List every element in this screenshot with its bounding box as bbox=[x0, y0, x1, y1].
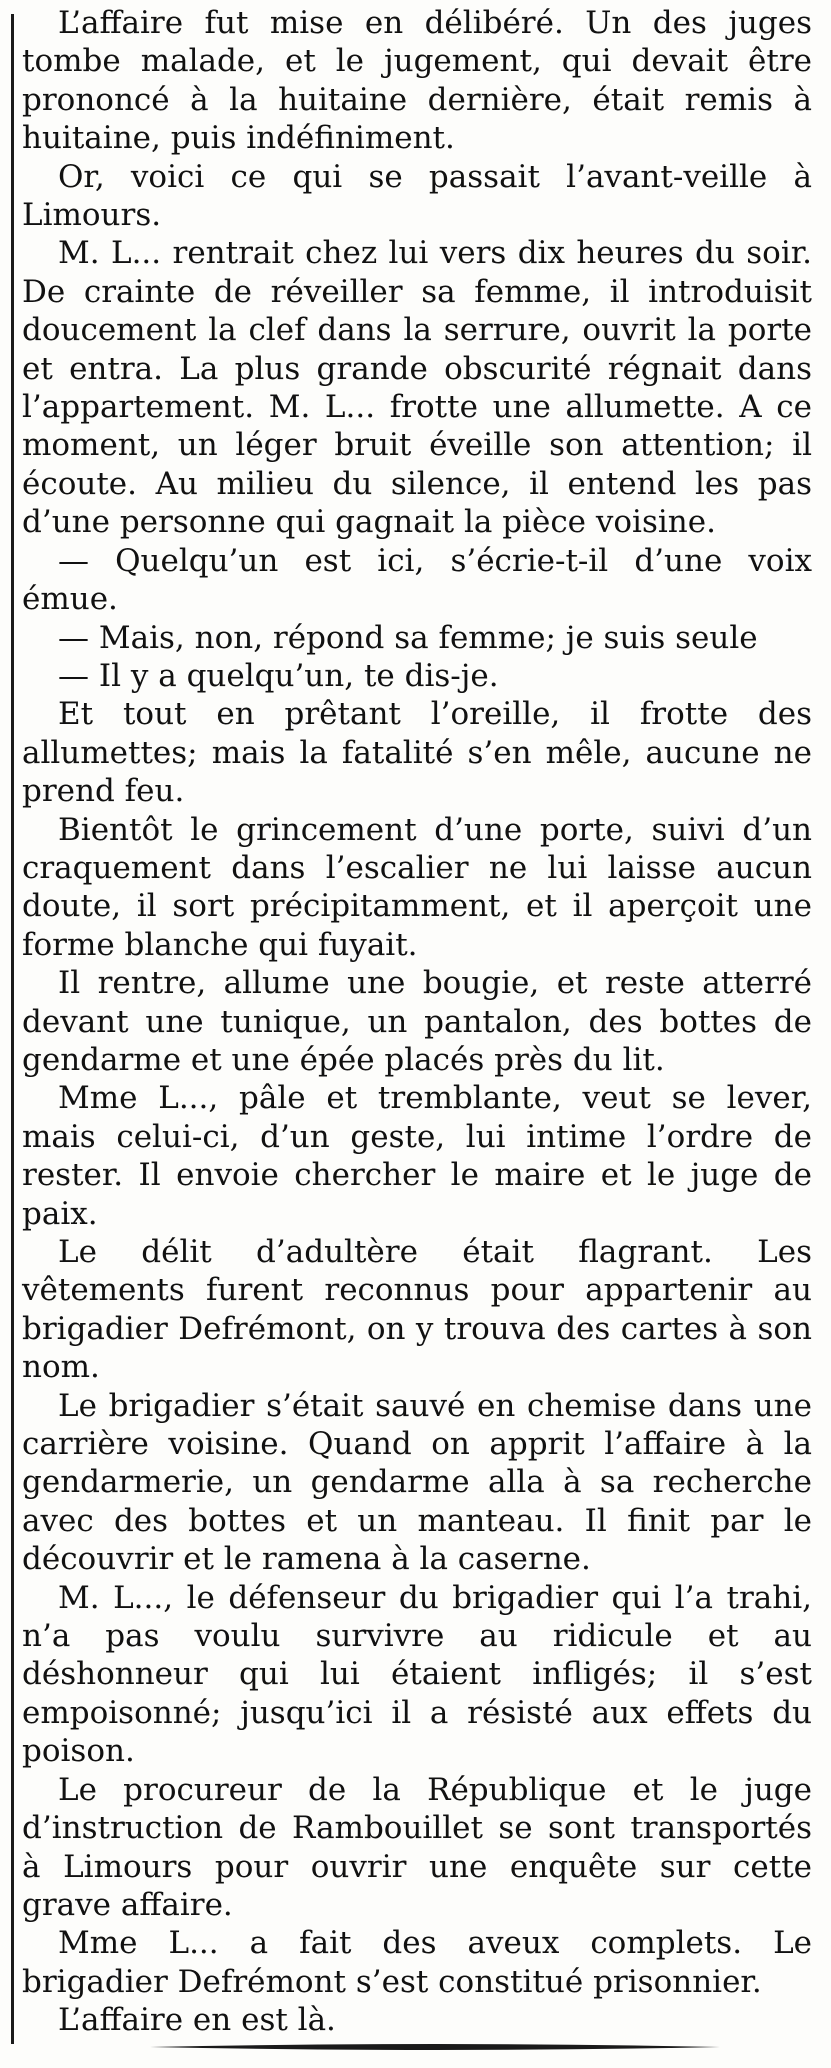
paragraph: Et tout en prêtant l’oreille, il frotte des allumettes; mais la fatalité s’en mêle, aucune ne prend feu. bbox=[22, 696, 812, 810]
paragraph: Le procureur de la République et le juge d’instruction de Rambouillet se sont transportés à Limours pour ouvrir une enquête sur cette grave affaire. bbox=[22, 1771, 812, 1923]
paragraph: M. L... rentrait chez lui vers dix heures du soir. De crainte de réveiller sa femme, il introduisit doucement la clef dans la serrure, ouvrit la porte et entra. La plus grande obscurité régnait dans l’appartement. M. L... frotte une allumette. A ce moment, un léger bruit éveille son attention; il écoute. Au milieu du silence, il entend les pas d’une personne qui gagnait la pièce voisine. bbox=[22, 235, 812, 541]
paragraph: M. L..., le défenseur du brigadier qui l’a trahi, n’a pas voulu survivre au ridicule et au déshonneur qui lui étaient infligés; il s’est empoisonné; jusqu’ici il a résisté aux effets du poison. bbox=[22, 1579, 812, 1770]
paragraph: Il rentre, allume une bougie, et reste atterré devant une tunique, un pantalon, des bottes de gendarme et une épée placés près du lit. bbox=[22, 965, 812, 1078]
end-of-article-rule bbox=[150, 2041, 720, 2053]
paragraph: Le brigadier s’était sauvé en chemise dans une carrière voisine. Quand on apprit l’affaire à la gendarmerie, un gendarme alla à sa recherche avec des bottes et un manteau. Il finit par le découvrir et le ramena à la caserne. bbox=[22, 1387, 812, 1578]
paragraph: Bientôt le grincement d’une porte, suivi d’un craquement dans l’escalier ne lui laisse aucun doute, il sort précipitamment, et il aperçoit une forme blanche qui fuyait. bbox=[22, 811, 812, 963]
dialogue-line: — Mais, non, répond sa femme; je suis seule bbox=[58, 619, 758, 656]
paragraph: L’affaire fut mise en délibéré. Un des juges tombe malade, et le jugement, qui devait être prononcé à la huitaine dernière, était remis à huitaine, puis indéfiniment. bbox=[22, 5, 812, 157]
paragraph: Mme L... a fait des aveux complets. Le brigadier Defrémont s’est constitué prisonnier. bbox=[22, 1925, 812, 2000]
paragraph: Le délit d’adultère était flagrant. Les vêtements furent reconnus pour appartenir au brigadier Defrémont, on y trouva des cartes à son nom. bbox=[22, 1234, 812, 1386]
article-column bbox=[22, 4, 812, 2040]
paragraph: Or, voici ce qui se passait l’avant-veille à Limours. bbox=[22, 158, 812, 234]
dialogue-line: — Il y a quelqu’un, te dis-je. bbox=[58, 657, 499, 694]
paragraph: Mme L..., pâle et tremblante, veut se lever, mais celui-ci, d’un geste, lui intime l’ordre de rester. Il envoie chercher le maire et le juge de paix. bbox=[22, 1080, 812, 1232]
dialogue-line: — Quelqu’un est ici, s’écrie-t-il d’une voix émue. bbox=[22, 542, 812, 618]
paragraph: L’affaire en est là. bbox=[58, 2002, 336, 2039]
column-rule bbox=[11, 14, 14, 2044]
